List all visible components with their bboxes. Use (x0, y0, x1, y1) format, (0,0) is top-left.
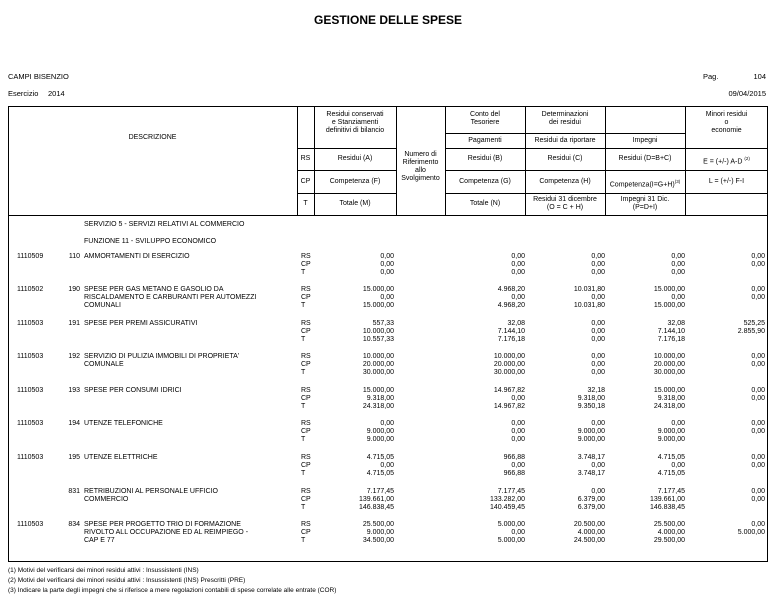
value-b: 966,88 (503, 454, 525, 461)
value-c: 0,00 (591, 369, 605, 376)
value-d: 32,08 (667, 320, 685, 327)
footnote: (1) Motivi del verificarsi dei minori residui attivi : Insussistenti (INS) (8, 567, 199, 574)
esercizio-label: Esercizio (8, 89, 39, 98)
value-a: 9.000,00 (366, 428, 394, 435)
header-line: Conto del (470, 111, 500, 118)
value-d: 29.500,00 (653, 537, 685, 544)
label-cp: CP (300, 178, 311, 185)
col-residui-b: Residui (B) (467, 155, 503, 162)
value-b: 140.459,45 (489, 504, 525, 511)
value-c: 0,00 (591, 320, 605, 327)
value-b: 5.000,00 (497, 521, 525, 528)
row-type-label: RS (301, 420, 311, 427)
header-line: dei residui (549, 119, 581, 126)
footnote: (2) Motivi del verificarsi dei minori residui attivi : Insussistenti (INS) Prescritti (PRE) (8, 577, 246, 584)
value-c: 0,00 (591, 261, 605, 268)
value-a: 4.715,05 (366, 470, 394, 477)
value-c: 6.379,00 (577, 496, 605, 503)
value-c: 3.748,17 (577, 470, 605, 477)
row-capitolo: 194 (68, 420, 80, 427)
row-capitolo: 110 (68, 253, 80, 260)
header-line: economie (711, 127, 742, 134)
value-e: 0,00 (751, 261, 765, 268)
value-b: 7.177,45 (497, 488, 525, 495)
row-type-label: CP (301, 361, 311, 368)
value-d: 4.715,05 (657, 470, 685, 477)
value-a: 146.838,45 (358, 504, 394, 511)
value-a: 9.000,00 (366, 529, 394, 536)
value-e: 0,00 (751, 496, 765, 503)
value-a: 0,00 (380, 294, 394, 301)
value-c: 9.000,00 (577, 436, 605, 443)
header-line: (O = C + H) (546, 204, 584, 211)
value-e: 0,00 (751, 488, 765, 495)
value-d: 9.318,00 (657, 395, 685, 402)
row-description: SPESE PER PREMI ASSICURATIVI (84, 320, 198, 327)
value-c: 10.031,80 (573, 302, 605, 309)
value-d: 7.176,18 (657, 336, 685, 343)
value-c: 0,00 (591, 353, 605, 360)
value-b: 32,08 (507, 320, 525, 327)
value-a: 30.000,00 (362, 369, 394, 376)
row-description: COMMERCIO (84, 496, 129, 503)
esercizio-year: 2014 (48, 89, 65, 98)
value-e: 0,00 (751, 395, 765, 402)
col-residui-d: Residui (D=B+C) (618, 155, 672, 162)
header-line: Determinazioni (541, 111, 589, 118)
row-code: 1110503 (17, 387, 44, 394)
value-c: 3.748,17 (577, 454, 605, 461)
value-e: 0,00 (751, 454, 765, 461)
page-title: GESTIONE DELLE SPESE (313, 13, 463, 27)
label-t: T (303, 200, 308, 207)
value-b: 14.967,82 (493, 403, 525, 410)
value-b: 20.000,00 (493, 361, 525, 368)
value-e: 2.855,90 (737, 328, 765, 335)
row-type-label: T (301, 403, 306, 410)
row-type-label: T (301, 269, 306, 276)
grid-line (8, 215, 768, 216)
row-description: COMUNALE (84, 361, 124, 368)
col-residui-c: Residui (C) (547, 155, 583, 162)
col-pagamenti: Pagamenti (468, 137, 502, 144)
row-type-label: RS (301, 353, 311, 360)
col-conto-tesoriere (445, 111, 525, 127)
grid-line (297, 193, 397, 194)
value-a: 10.557,33 (362, 336, 394, 343)
col-totale-n: Totale (N) (469, 200, 501, 207)
row-type-label: T (301, 369, 306, 376)
value-b: 0,00 (511, 428, 525, 435)
funzione-heading: FUNZIONE 11 - SVILUPPO ECONOMICO (84, 238, 217, 245)
value-d: 9.000,00 (657, 428, 685, 435)
row-code: 1110503 (17, 454, 44, 461)
value-a: 15.000,00 (362, 302, 394, 309)
value-a: 7.177,45 (366, 488, 394, 495)
page-label: Pag. (703, 72, 719, 81)
value-e: 525,25 (743, 320, 765, 327)
value-c: 0,00 (591, 462, 605, 469)
value-b: 0,00 (511, 436, 525, 443)
value-d: 0,00 (671, 253, 685, 260)
row-code: 1110502 (17, 286, 44, 293)
row-description: AMMORTAMENTI DI ESERCIZIO (84, 253, 190, 260)
row-capitolo: 192 (68, 353, 80, 360)
row-type-label: CP (301, 395, 311, 402)
value-d: 0,00 (671, 261, 685, 268)
col-residui-riportare: Residui da riportare (534, 137, 596, 144)
value-d: 15.000,00 (653, 387, 685, 394)
row-type-label: CP (301, 261, 311, 268)
row-capitolo: 190 (68, 286, 80, 293)
value-c: 32,18 (587, 387, 605, 394)
row-code: 1110503 (17, 521, 44, 528)
row-type-label: CP (301, 462, 311, 469)
header-line: Impegni 31 Dic. (620, 196, 670, 203)
row-description: CAP E 77 (84, 537, 115, 544)
header-line: Riferimento (402, 159, 439, 166)
value-d: 20.000,00 (653, 361, 685, 368)
value-d: 139.661,00 (649, 496, 685, 503)
row-type-label: T (301, 336, 306, 343)
value-d: 146.838,45 (649, 504, 685, 511)
value-c: 6.379,00 (577, 504, 605, 511)
value-d: 0,00 (671, 294, 685, 301)
value-c: 9.350,18 (577, 403, 605, 410)
grid-line (297, 170, 397, 171)
value-b: 10.000,00 (493, 353, 525, 360)
value-c: 10.031,80 (573, 286, 605, 293)
value-e: 0,00 (751, 253, 765, 260)
value-e: 0,00 (751, 286, 765, 293)
value-b: 0,00 (511, 294, 525, 301)
row-description: SPESE PER CONSUMI IDRICI (84, 387, 182, 394)
value-a: 0,00 (380, 261, 394, 268)
value-b: 14.967,82 (493, 387, 525, 394)
row-description: SPESE PER PROGETTO TRIO DI FORMAZIONE (84, 521, 241, 528)
e-formula-text: E = (+/-) A-D (703, 158, 743, 166)
grid-line (445, 133, 685, 134)
value-e: 0,00 (751, 420, 765, 427)
value-a: 0,00 (380, 269, 394, 276)
row-type-label: CP (301, 428, 311, 435)
i-formula-text: Competenza(I=G+H) (609, 181, 675, 189)
col-minori-residui (685, 111, 768, 135)
value-a: 15.000,00 (362, 286, 394, 293)
value-d: 7.144,10 (657, 328, 685, 335)
value-e: 5.000,00 (737, 529, 765, 536)
footnote: (3) Indicare la parte degli impegni che si riferisce a mere regolazioni contabili di spese correlate alle entrate (COR) (8, 587, 337, 594)
row-type-label: RS (301, 320, 311, 327)
value-e: 0,00 (751, 353, 765, 360)
row-type-label: T (301, 470, 306, 477)
value-a: 9.000,00 (366, 436, 394, 443)
row-type-label: T (301, 436, 306, 443)
value-b: 0,00 (511, 395, 525, 402)
row-code: 1110503 (17, 420, 44, 427)
row-description: RIVOLTO ALL OCCUPAZIONE ED AL REIMPIEGO - (84, 529, 249, 536)
e-note: (2) (744, 156, 750, 161)
col-e-formula (685, 155, 768, 166)
value-a: 34.500,00 (362, 537, 394, 544)
row-description: UTENZE TELEFONICHE (84, 420, 163, 427)
value-a: 557,33 (372, 320, 394, 327)
page-number: 104 (753, 72, 766, 81)
value-e: 0,00 (751, 521, 765, 528)
row-type-label: T (301, 504, 306, 511)
value-c: 0,00 (591, 253, 605, 260)
col-residui-31 (525, 196, 605, 212)
value-b: 4.968,20 (497, 286, 525, 293)
value-b: 7.176,18 (497, 336, 525, 343)
value-e: 0,00 (751, 387, 765, 394)
row-code: 1110503 (17, 320, 44, 327)
col-impegni-31 (605, 196, 685, 212)
row-type-label: CP (301, 529, 311, 536)
i-note: (3) (674, 179, 681, 184)
col-l-formula: L = (+/-) F-I (708, 178, 745, 185)
row-type-label: RS (301, 454, 311, 461)
value-c: 0,00 (591, 420, 605, 427)
value-e: 0,00 (751, 462, 765, 469)
row-type-label: RS (301, 253, 311, 260)
value-c: 0,00 (591, 488, 605, 495)
value-b: 133.282,00 (489, 496, 525, 503)
row-type-label: CP (301, 496, 311, 503)
col-competenza-g: Competenza (G) (459, 178, 511, 185)
row-type-label: T (301, 302, 306, 309)
value-c: 0,00 (591, 294, 605, 301)
grid-line (445, 148, 768, 149)
row-description: RETRIBUZIONI AL PERSONALE UFFICIO (84, 488, 218, 495)
value-d: 0,00 (671, 420, 685, 427)
value-a: 0,00 (380, 462, 394, 469)
value-d: 4.000,00 (657, 529, 685, 536)
value-a: 10.000,00 (362, 353, 394, 360)
row-capitolo: 193 (68, 387, 80, 394)
value-c: 0,00 (591, 336, 605, 343)
row-type-label: RS (301, 286, 311, 293)
value-d: 10.000,00 (653, 353, 685, 360)
row-capitolo: 191 (68, 320, 80, 327)
header-line: Residui 31 dicembre (533, 196, 597, 203)
value-e: 0,00 (751, 361, 765, 368)
row-capitolo: 831 (68, 488, 80, 495)
col-totale-m: Totale (M) (339, 200, 371, 207)
print-date: 09/04/2015 (728, 89, 766, 98)
col-residui-conservati (314, 111, 396, 135)
value-d: 25.500,00 (653, 521, 685, 528)
value-d: 0,00 (671, 269, 685, 276)
value-d: 7.177,45 (657, 488, 685, 495)
row-code: 1110509 (17, 253, 44, 260)
value-b: 0,00 (511, 261, 525, 268)
value-e: 0,00 (751, 428, 765, 435)
value-b: 30.000,00 (493, 369, 525, 376)
value-b: 5.000,00 (497, 537, 525, 544)
value-d: 30.000,00 (653, 369, 685, 376)
col-competenza-i (605, 178, 685, 189)
header-line: e Stanziamenti (331, 119, 379, 126)
grid-line (445, 193, 768, 194)
row-capitolo: 195 (68, 454, 80, 461)
value-d: 24.318,00 (653, 403, 685, 410)
header-line: Svolgimento (401, 175, 440, 182)
value-b: 0,00 (511, 253, 525, 260)
col-residui-a: Residui (A) (337, 155, 373, 162)
value-c: 9.318,00 (577, 395, 605, 402)
row-type-label: RS (301, 488, 311, 495)
grid-line (297, 148, 397, 149)
value-c: 20.500,00 (573, 521, 605, 528)
value-c: 0,00 (591, 328, 605, 335)
row-description: COMUNALI (84, 302, 121, 309)
header-line: Numero di (404, 151, 437, 158)
row-description: RISCALDAMENTO E CARBURANTI PER AUTOMEZZI (84, 294, 257, 301)
value-c: 9.000,00 (577, 428, 605, 435)
value-d: 0,00 (671, 462, 685, 469)
header-line: o (724, 119, 729, 126)
row-type-label: CP (301, 328, 311, 335)
label-rs: RS (300, 155, 311, 162)
value-a: 25.500,00 (362, 521, 394, 528)
value-c: 4.000,00 (577, 529, 605, 536)
header-line: definitivi di bilancio (325, 127, 385, 134)
header-line: allo (415, 167, 426, 174)
row-code: 1110503 (17, 353, 44, 360)
grid-line (445, 170, 768, 171)
value-a: 139.661,00 (358, 496, 394, 503)
value-d: 4.715,05 (657, 454, 685, 461)
value-a: 9.318,00 (366, 395, 394, 402)
header-line: Tesoriere (470, 119, 500, 126)
col-descrizione: DESCRIZIONE (128, 134, 177, 141)
col-determinazioni (525, 111, 605, 127)
value-a: 4.715,05 (366, 454, 394, 461)
value-d: 15.000,00 (653, 286, 685, 293)
value-c: 24.500,00 (573, 537, 605, 544)
row-type-label: RS (301, 387, 311, 394)
row-description: SPESE PER GAS METANO E GASOLIO DA (84, 286, 224, 293)
value-c: 0,00 (591, 269, 605, 276)
value-a: 0,00 (380, 253, 394, 260)
value-b: 0,00 (511, 269, 525, 276)
col-competenza-h: Competenza (H) (539, 178, 591, 185)
comune-name: CAMPI BISENZIO (8, 72, 69, 81)
value-e: 0,00 (751, 294, 765, 301)
value-a: 24.318,00 (362, 403, 394, 410)
value-a: 15.000,00 (362, 387, 394, 394)
row-type-label: RS (301, 521, 311, 528)
value-b: 7.144,10 (497, 328, 525, 335)
header-line: Minori residui (705, 111, 748, 118)
value-c: 0,00 (591, 361, 605, 368)
value-d: 9.000,00 (657, 436, 685, 443)
col-competenza-f: Competenza (F) (329, 178, 381, 185)
value-b: 0,00 (511, 420, 525, 427)
row-type-label: T (301, 537, 306, 544)
value-a: 0,00 (380, 420, 394, 427)
value-b: 0,00 (511, 462, 525, 469)
value-d: 15.000,00 (653, 302, 685, 309)
value-b: 0,00 (511, 529, 525, 536)
row-description: UTENZE ELETTRICHE (84, 454, 158, 461)
value-b: 966,88 (503, 470, 525, 477)
value-a: 20.000,00 (362, 361, 394, 368)
col-numero-riferimento (396, 151, 445, 183)
servizio-heading: SERVIZIO 5 - SERVIZI RELATIVI AL COMMERCIO (84, 221, 245, 228)
header-line: Residui conservati (326, 111, 384, 118)
col-impegni: Impegni (632, 137, 658, 144)
row-type-label: CP (301, 294, 311, 301)
row-description: SERVIZIO DI PULIZIA IMMOBILI DI PROPRIETA' (84, 353, 240, 360)
value-b: 4.968,20 (497, 302, 525, 309)
row-capitolo: 834 (68, 521, 80, 528)
value-a: 10.000,00 (362, 328, 394, 335)
header-line: (P=D+I) (632, 204, 658, 211)
